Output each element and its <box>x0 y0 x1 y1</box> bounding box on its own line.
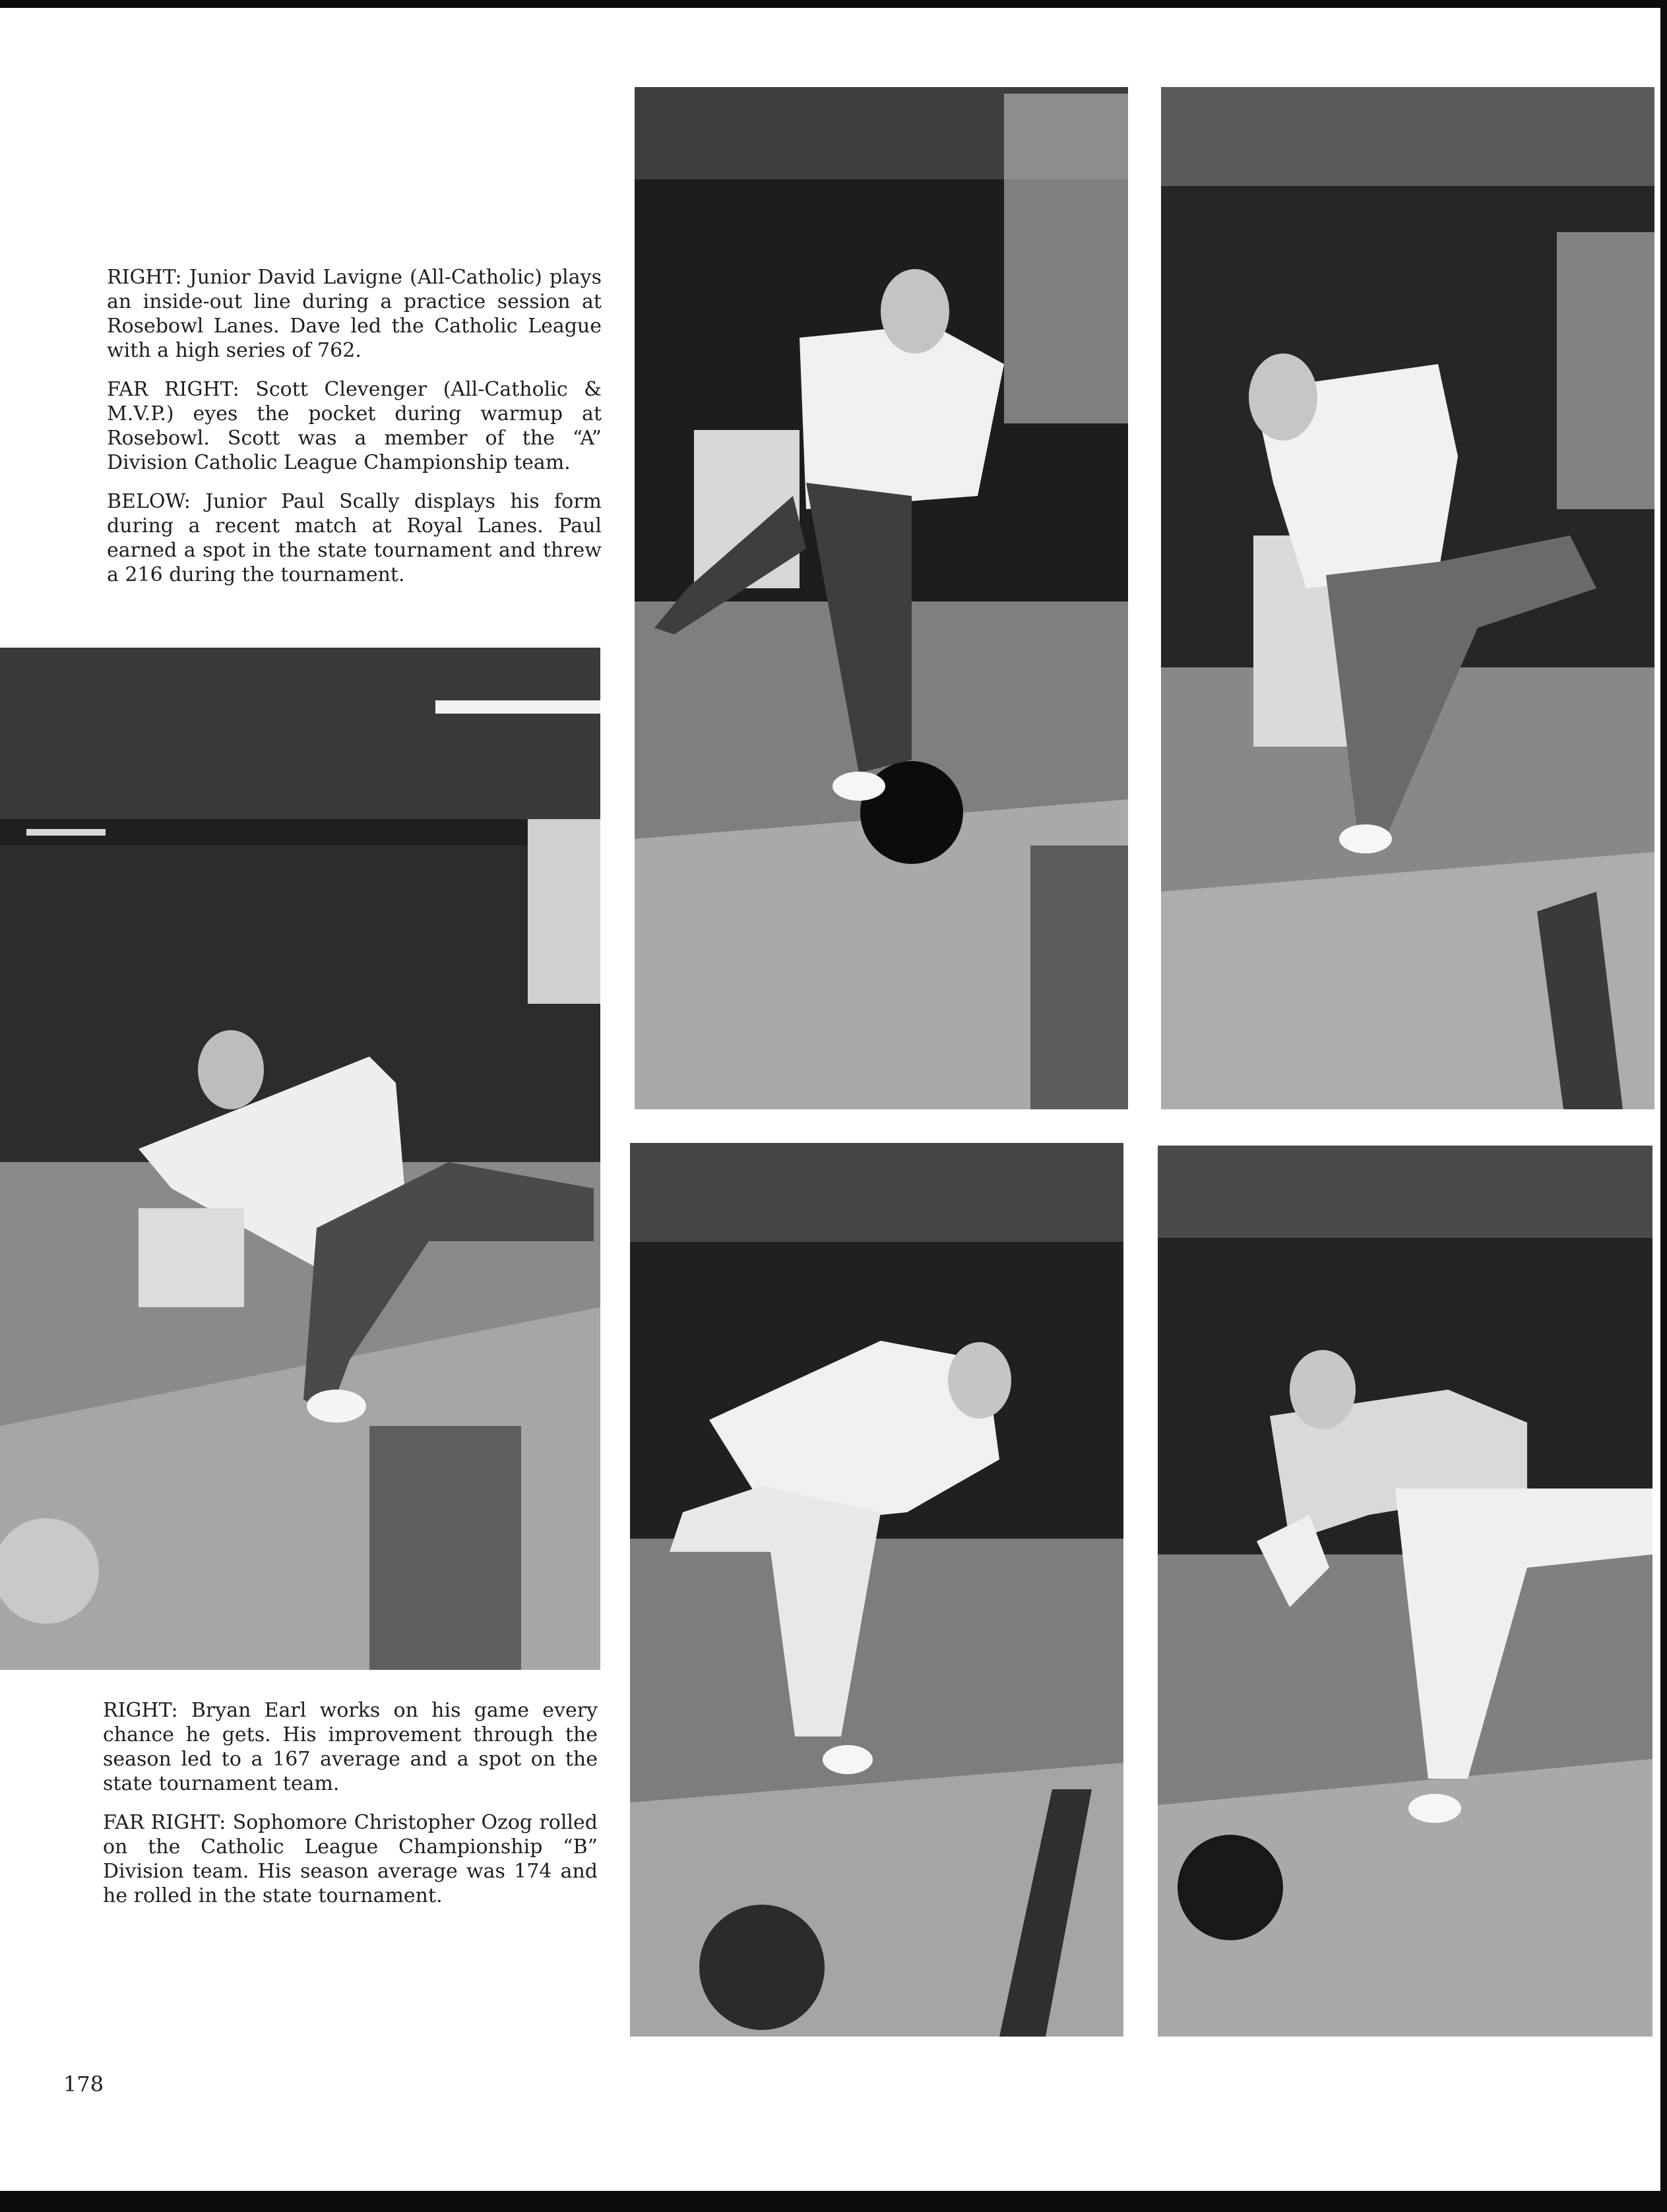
scan-border-bottom <box>0 2191 1667 2212</box>
photo-christopher-ozog <box>1158 1146 1652 2037</box>
photo-bryan-earl <box>630 1143 1123 2037</box>
caption-david-lavigne: RIGHT: Junior David Lavigne (All-Catholic) plays an inside-out line during a practice session at Rosebowl Lanes. Dave led the Catholic League with a high series of 762. <box>107 266 602 362</box>
caption-bryan-earl: RIGHT: Bryan Earl works on his game every chance he gets. His improvement through the season led to a 167 average and a spot on the state tournament team. <box>103 1699 598 1795</box>
caption-scott-clevenger: FAR RIGHT: Scott Clevenger (All-Catholic & M.V.P.) eyes the pocket during warmup at Rosebowl. Scott was a member of the “A” Division Catholic League Championship team. <box>107 378 602 474</box>
caption-group-top <box>107 265 602 601</box>
photo-david-lavigne <box>635 87 1128 1109</box>
caption-christopher-ozog: FAR RIGHT: Sophomore Christopher Ozog rolled on the Catholic League Championship “B” Division team. His season average was 174 and he rolled in the state tournament. <box>103 1811 598 1907</box>
photo-scott-clevenger <box>1161 87 1654 1109</box>
scan-border-right <box>1660 0 1667 2212</box>
photo-paul-scally <box>0 648 600 1670</box>
caption-paul-scally: BELOW: Junior Paul Scally displays his form during a recent match at Royal Lanes. Paul earned a spot in the state tournament and threw a 216 during the tournament. <box>107 490 602 586</box>
scan-border-top <box>0 0 1667 8</box>
caption-group-bottom <box>103 1698 598 1922</box>
page-number: 178 <box>63 2072 104 2097</box>
